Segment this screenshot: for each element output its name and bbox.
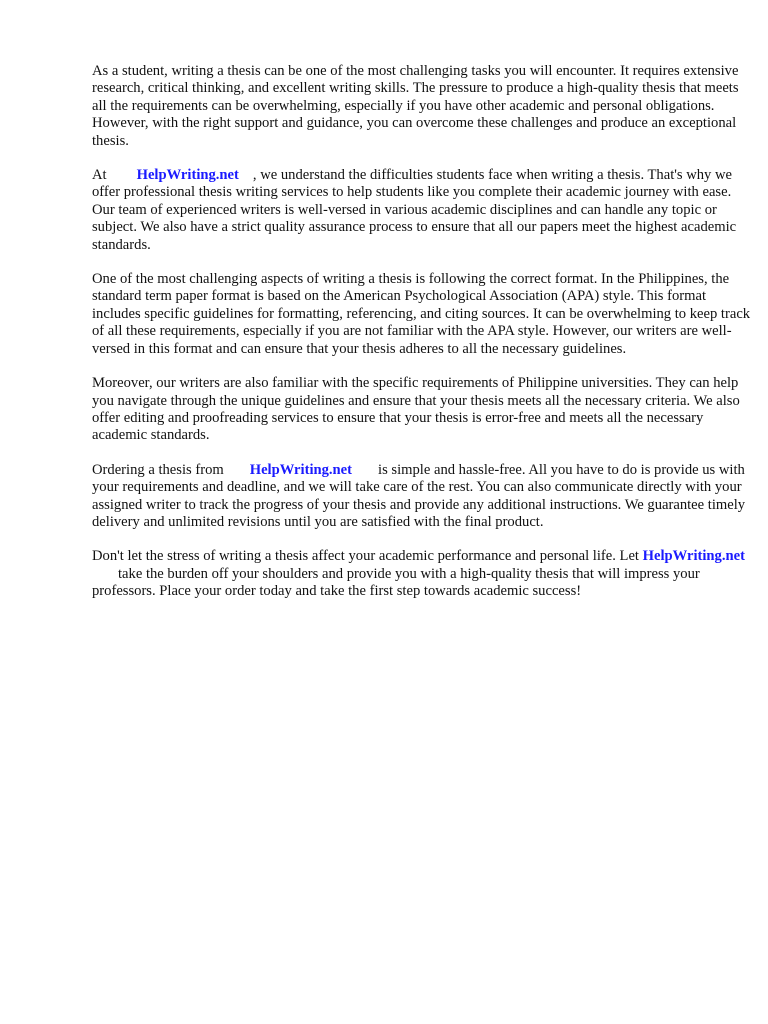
paragraph-closing <box>92 548 756 600</box>
paragraph-intro <box>92 63 756 150</box>
paragraph-intro-text: As a student, writing a thesis can be one of the most challenging tasks you will encounter. It requires extensive research, critical thinking, and excellent writing skills. The pressure to produce a high-quality thesis that meets all the requirements can be overwhelming, especially if you have other academic and personal obligations. However, with the right support and guidance, you can overcome these challenges and produce an exceptional thesis. <box>92 63 739 149</box>
helpwriting-link[interactable]: HelpWriting.net <box>642 548 745 565</box>
paragraph-ordering-lead: Ordering a thesis from <box>92 461 224 478</box>
paragraph-about-text: , we understand the difficulties students face when writing a thesis. That's why we offer professional thesis writing services to help students like you complete their academic journey with ease. Our team of experienced writers is well-versed in various academic disciplines and can handle any topic or subject. We also have a strict quality assurance process to ensure that all our papers meet the highest academic standards. <box>92 167 737 253</box>
paragraph-requirements-text: Moreover, our writers are also familiar with the specific requirements of Philippine universities. They can help you navigate through the unique guidelines and ensure that your thesis meets all the necessary criteria. We also offer editing and proofreading services to ensure that your thesis is error-free and meets all the necessary academic standards. <box>92 375 740 444</box>
document-body <box>92 63 756 618</box>
paragraph-about <box>92 167 756 254</box>
helpwriting-link[interactable]: HelpWriting.net <box>249 461 353 478</box>
paragraph-ordering <box>92 462 756 532</box>
paragraph-format-text: One of the most challenging aspects of writing a thesis is following the correct format. In the Philippines, the standard term paper format is based on the American Psychological Association (APA) style. This format includes specific guidelines for formatting, referencing, and citing sources. It can be overwhelming to keep track of all these requirements, especially if you are not familiar with the APA style. However, our writers are well-versed in this format and can ensure that your thesis adheres to all the necessary guidelines. <box>92 271 751 357</box>
paragraph-ordering-text: is simple and hassle-free. All you have to do is provide us with your requirements and deadline, and we will take care of the rest. You can also communicate directly with your assigned writer to track the progress of your thesis and provide any additional instructions. We guarantee timely delivery and unlimited revisions until you are satisfied with the final product. <box>92 461 746 530</box>
paragraph-requirements <box>92 375 756 445</box>
paragraph-closing-text: take the burden off your shoulders and provide you with a high-quality thesis that will impress your professors. Place your order today and take the first step towards academic success! <box>92 565 700 600</box>
paragraph-about-lead: At <box>92 167 107 184</box>
helpwriting-link[interactable]: HelpWriting.net <box>136 167 239 184</box>
paragraph-closing-lead: Don't let the stress of writing a thesis affect your academic performance and personal life. Let <box>92 548 639 565</box>
paragraph-format <box>92 271 756 358</box>
